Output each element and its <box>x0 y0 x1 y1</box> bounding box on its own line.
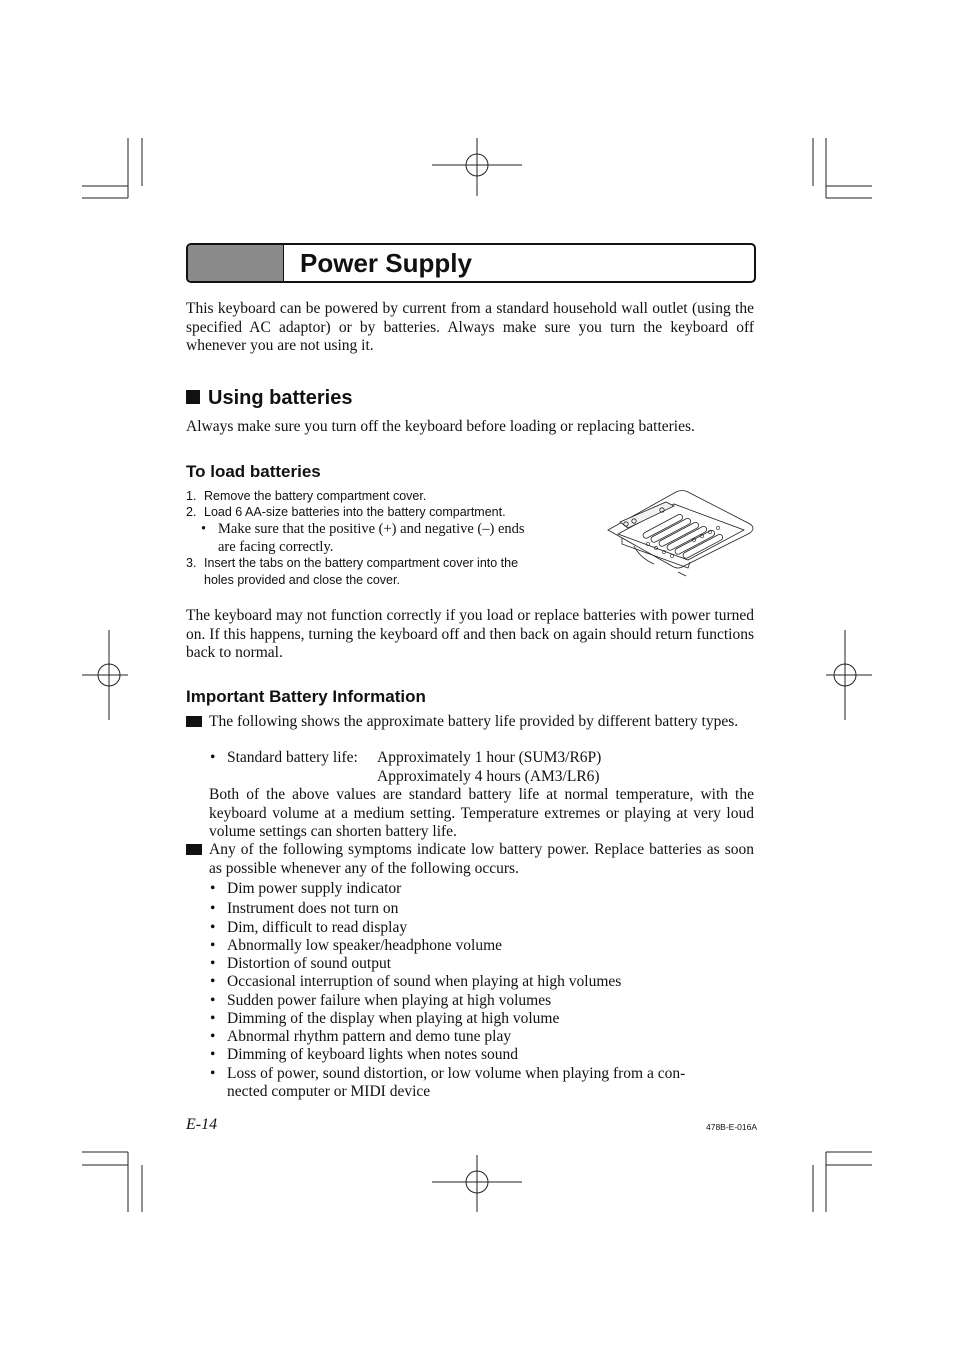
list-item: Dim power supply indicator <box>227 880 402 897</box>
list-item-continued: nected computer or MIDI device <box>227 1083 431 1100</box>
list-item: Dim, difficult to read display <box>227 919 408 936</box>
title-bar <box>186 243 756 283</box>
document-code: 478B-E-016A <box>706 1122 758 1132</box>
list-item: Dimming of the display when playing at high volume <box>227 1010 560 1027</box>
square-bullet-icon <box>186 844 202 855</box>
warning-paragraph: The keyboard may not function correctly if you load or replace batteries with power turned on. If this happens, turning the keyboard off and then back on again should return functions back to normal. <box>186 607 754 661</box>
using-batteries-text: Always make sure you turn off the keyboard before loading or replacing batteries. <box>186 418 695 435</box>
square-bullet-icon <box>186 390 200 404</box>
step-2: 2. Load 6 AA-size batteries into the battery compartment. <box>186 505 506 519</box>
step-2-note-line-2: are facing correctly. <box>218 539 334 555</box>
battery-life-intro: The following shows the approximate battery life provided by different battery types. <box>209 713 739 730</box>
list-item: Abnormal rhythm pattern and demo tune play <box>227 1028 512 1045</box>
step-2-bullet: • <box>201 521 207 537</box>
list-item: Instrument does not turn on <box>227 900 399 917</box>
square-bullet-icon <box>186 716 202 727</box>
battery-compartment-illustration <box>604 488 758 580</box>
subheading-load-batteries: To load batteries <box>186 462 321 481</box>
intro-paragraph: This keyboard can be powered by current from a standard household wall outlet (using the specified AC adaptor) or by batteries. Always make sure you turn the keyboard off whenever you are not using it. <box>186 300 754 354</box>
step-2-note-line-1: Make sure that the positive (+) and negative (–) ends <box>218 521 525 537</box>
step-3-line-2: holes provided and close the cover. <box>204 573 400 587</box>
battery-life-value-2: Approximately 4 hours (AM3/LR6) <box>377 768 600 785</box>
page-title: Power Supply <box>300 248 472 278</box>
step-1: 1. Remove the battery compartment cover. <box>186 489 427 503</box>
section-heading-using-batteries: Using batteries <box>186 386 352 410</box>
battery-life-label: Standard battery life: <box>227 749 358 766</box>
list-item: Loss of power, sound distortion, or low volume when playing from a con- <box>227 1065 686 1082</box>
list-item: Occasional interruption of sound when playing at high volumes <box>227 973 622 990</box>
subheading-important-battery-info: Important Battery Information <box>186 687 426 706</box>
battery-life-value-1: Approximately 1 hour (SUM3/R6P) <box>377 749 602 766</box>
list-item: Distortion of sound output <box>227 955 392 972</box>
list-item: Abnormally low speaker/headphone volume <box>227 937 503 954</box>
low-battery-intro: Any of the following symptoms indicate low battery power. Replace batteries as soon as possible whenever any of the following occurs. <box>209 841 754 877</box>
battery-life-note: Both of the above values are standard battery life at normal temperature, with the keyboard volume at a medium setting. Temperature extremes or playing at very loud volume settings can shorten battery life. <box>209 786 754 840</box>
list-item: Dimming of keyboard lights when notes sound <box>227 1046 519 1063</box>
page-number: E-14 <box>186 1116 218 1133</box>
title-gray-block <box>188 245 284 281</box>
bullet-dot: • <box>210 749 216 766</box>
list-item: Sudden power failure when playing at high volumes <box>227 992 552 1009</box>
step-3: 3. Insert the tabs on the battery compartment cover into the <box>186 556 519 570</box>
